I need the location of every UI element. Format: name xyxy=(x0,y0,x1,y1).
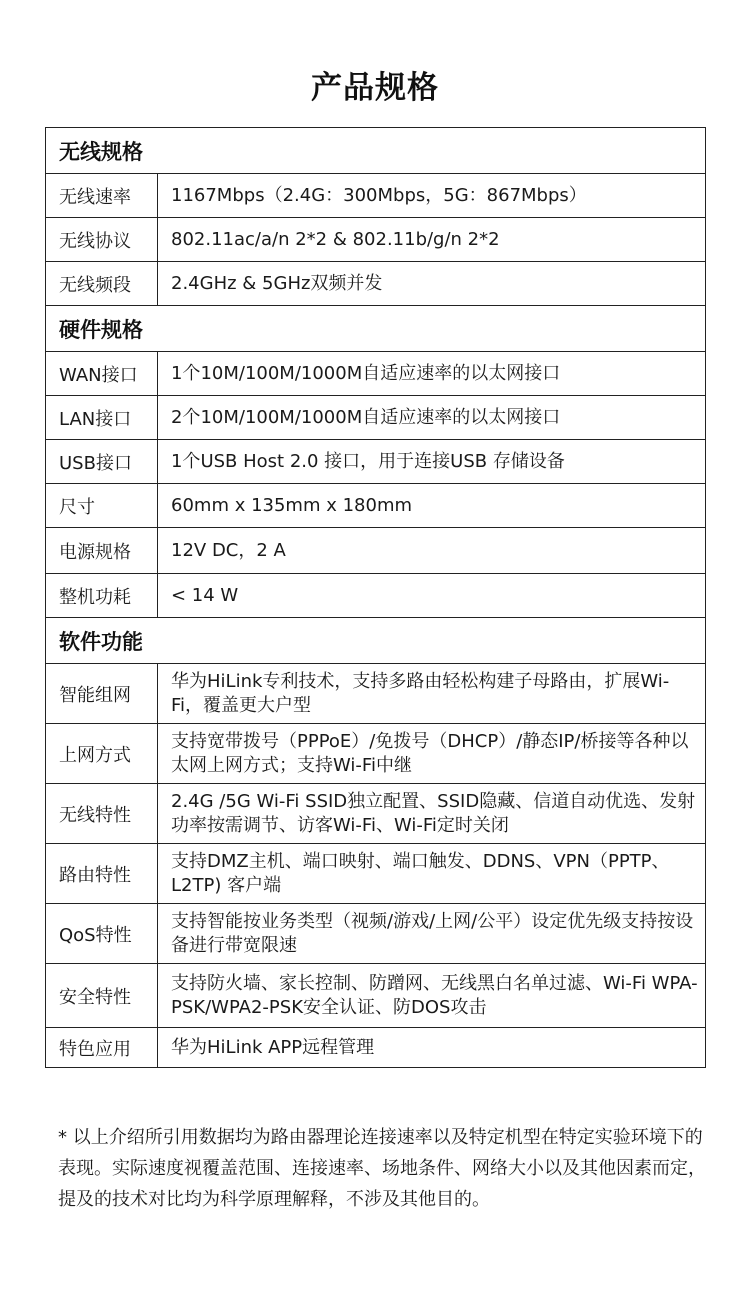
spec-row xyxy=(46,528,706,574)
spec-value: 1167Mbps（2.4G：300Mbps，5G：867Mbps） xyxy=(158,174,706,218)
spec-key: 路由特性 xyxy=(46,844,158,904)
spec-key: 尺寸 xyxy=(46,484,158,528)
spec-value: 802.11ac/a/n 2*2 & 802.11b/g/n 2*2 xyxy=(158,218,706,262)
spec-row xyxy=(46,484,706,528)
spec-row xyxy=(46,352,706,396)
section-header-row xyxy=(46,306,706,352)
spec-row xyxy=(46,218,706,262)
section-title-wireless: 无线规格 xyxy=(46,128,706,174)
spec-value: < 14 W xyxy=(158,574,706,618)
spec-value: 支持智能按业务类型（视频/游戏/上网/公平）设定优先级支持按设备进行带宽限速 xyxy=(158,904,706,964)
spec-value: 1个10M/100M/1000M自适应速率的以太网接口 xyxy=(158,352,706,396)
spec-row xyxy=(46,904,706,964)
spec-key: QoS特性 xyxy=(46,904,158,964)
spec-value: 2个10M/100M/1000M自适应速率的以太网接口 xyxy=(158,396,706,440)
disclaimer-footnote: * 以上介绍所引用数据均为路由器理论连接速率以及特定机型在特定实验环境下的表现。实际速度视覆盖范围、连接速率、场地条件、网络大小以及其他因素而定，提及的技术对比均为科学原理解释，不涉及其他目的。 xyxy=(58,1127,706,1210)
spec-value: 2.4G /5G Wi-Fi SSID独立配置、SSID隐藏、信道自动优选、发射功率按需调节、访客Wi-Fi、Wi-Fi定时关闭 xyxy=(158,784,706,844)
spec-row xyxy=(46,784,706,844)
spec-row xyxy=(46,574,706,618)
spec-key: 安全特性 xyxy=(46,964,158,1028)
spec-row xyxy=(46,440,706,484)
spec-key: LAN接口 xyxy=(46,396,158,440)
spec-row xyxy=(46,724,706,784)
section-title-software: 软件功能 xyxy=(46,618,706,664)
spec-key: 电源规格 xyxy=(46,528,158,574)
spec-table xyxy=(45,127,706,1068)
spec-row xyxy=(46,844,706,904)
spec-value: 华为HiLink专利技术，支持多路由轻松构建子母路由，扩展Wi-Fi，覆盖更大户型 xyxy=(158,664,706,724)
spec-key: 智能组网 xyxy=(46,664,158,724)
spec-value: 支持DMZ主机、端口映射、端口触发、DDNS、VPN（PPTP、L2TP) 客户端 xyxy=(158,844,706,904)
spec-key: 上网方式 xyxy=(46,724,158,784)
section-header-row xyxy=(46,618,706,664)
spec-key: 整机功耗 xyxy=(46,574,158,618)
spec-row xyxy=(46,262,706,306)
spec-row xyxy=(46,664,706,724)
spec-key: 无线特性 xyxy=(46,784,158,844)
spec-key: WAN接口 xyxy=(46,352,158,396)
spec-value: 华为HiLink APP远程管理 xyxy=(158,1028,706,1068)
spec-key: 无线速率 xyxy=(46,174,158,218)
page-title: 产品规格 xyxy=(311,70,439,106)
spec-value: 60mm x 135mm x 180mm xyxy=(158,484,706,528)
spec-value: 12V DC，2 A xyxy=(158,528,706,574)
spec-key: 无线频段 xyxy=(46,262,158,306)
spec-value: 支持防火墙、家长控制、防蹭网、无线黑白名单过滤、Wi-Fi WPA-PSK/WPA2-PSK安全认证、防DOS攻击 xyxy=(158,964,706,1028)
spec-key: 特色应用 xyxy=(46,1028,158,1068)
spec-key: 无线协议 xyxy=(46,218,158,262)
spec-value: 2.4GHz & 5GHz双频并发 xyxy=(158,262,706,306)
spec-row xyxy=(46,396,706,440)
spec-key: USB接口 xyxy=(46,440,158,484)
section-title-hardware: 硬件规格 xyxy=(46,306,706,352)
spec-value: 1个USB Host 2.0 接口，用于连接USB 存储设备 xyxy=(158,440,706,484)
section-header-row xyxy=(46,128,706,174)
spec-value: 支持宽带拨号（PPPoE）/免拨号（DHCP）/静态IP/桥接等各种以太网上网方式；支持Wi-Fi中继 xyxy=(158,724,706,784)
spec-row xyxy=(46,964,706,1028)
spec-row xyxy=(46,1028,706,1068)
spec-row xyxy=(46,174,706,218)
